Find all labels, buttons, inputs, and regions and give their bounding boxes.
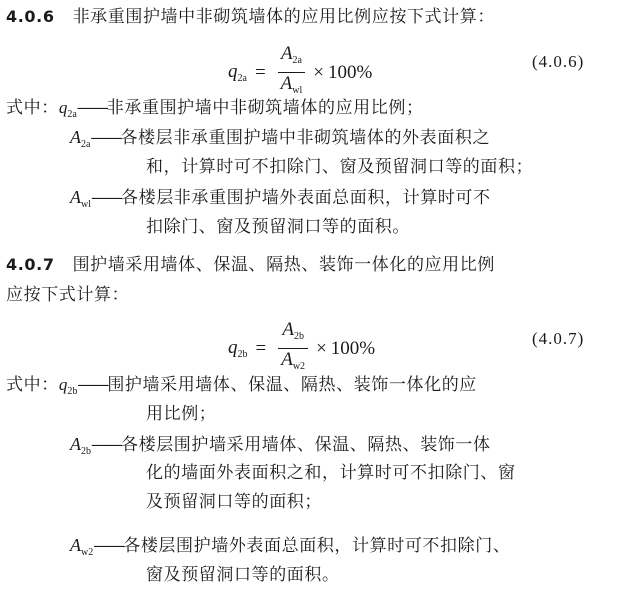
formula-4-0-6 [228, 44, 372, 101]
definition-symbol: $A_{2b}$ [70, 434, 91, 457]
percentage: 100% [330, 337, 376, 359]
definition-q2a: 式中：$q_{2a}——$非承重围护墙中非砌筑墙体的应用比例； [6, 98, 424, 120]
definition-text-continued: 窗及预留洞口等的面积。 [146, 565, 340, 585]
numerator: $A_{2a}$ [280, 43, 302, 66]
denominator: $A_{w2}$ [278, 348, 308, 377]
formula-4-0-7 [228, 320, 375, 377]
definition-text-continued: 扣除门、窗及预留洞口等的面积。 [146, 217, 410, 237]
definition-text: 各楼层围护墙外表面总面积，计算时可不扣除门、 [123, 536, 511, 556]
definition-text: 各楼层非承重围护墙外表面总面积，计算时可不 [121, 188, 491, 208]
definition-q2b: 式中：$q_{2b}——$围护墙采用墙体、保温、隔热、装饰一体化的应 [6, 375, 477, 397]
definition-text-continued: 用比例； [146, 404, 217, 424]
definition-text-continued: 化的墙面外表面积之和，计算时可不扣除门、窗 [146, 463, 516, 483]
formula-lhs: $q_{2b}$ [228, 337, 248, 360]
formula-lhs: $q_{2a}$ [228, 61, 247, 84]
definition-text: 围护墙采用墙体、保温、隔热、装饰一体化的应 [107, 375, 477, 395]
clause-number: 4.0.7 [6, 255, 55, 274]
times-sign: × [316, 337, 327, 359]
clause-4-0-7-heading [6, 253, 495, 277]
equals-sign: = [255, 337, 267, 359]
definition-symbol: $q_{2a}$ [58, 98, 77, 120]
definition-awl: $A_{wl}——$各楼层非承重围护墙外表面总面积，计算时可不 [70, 187, 491, 210]
definition-a2b: $A_{2b}——$各楼层围护墙采用墙体、保温、隔热、装饰一体 [70, 434, 491, 457]
clause-4-0-6-heading [6, 5, 495, 29]
equation-number: (4.0.6) [532, 52, 585, 71]
definition-symbol: $A_{w2}$ [70, 535, 94, 558]
definition-symbol: $q_{2b}$ [58, 375, 78, 397]
equals-sign: = [254, 61, 266, 83]
equation-number: (4.0.7) [532, 329, 585, 348]
clause-title-continued: 应按下式计算： [6, 285, 130, 305]
definition-symbol: $A_{2a}$ [70, 127, 91, 150]
definition-text-continued: 及预留洞口等的面积； [146, 492, 322, 512]
definition-symbol: $A_{wl}$ [70, 187, 91, 210]
definition-text: 各楼层非承重围护墙中非砌筑墙体的外表面积之 [120, 128, 491, 148]
percentage: 100% [328, 61, 373, 83]
clause-title: 非承重围护墙中非砌筑墙体的应用比例应按下式计算： [72, 7, 495, 27]
numerator: $A_{2b}$ [282, 319, 304, 342]
definition-text: 各楼层围护墙采用墙体、保温、隔热、装饰一体 [121, 435, 491, 455]
fraction [278, 320, 308, 377]
definition-text-continued: 和，计算时可不扣除门、窗及预留洞口等的面积； [146, 157, 534, 177]
denominator: $A_{wl}$ [278, 72, 306, 101]
clause-number: 4.0.6 [6, 7, 55, 26]
where-label: 式中： [6, 98, 59, 118]
clause-title: 围护墙采用墙体、保温、隔热、装饰一体化的应用比例 [72, 255, 495, 275]
times-sign: × [313, 61, 324, 83]
where-label: 式中： [6, 375, 59, 395]
definition-a2a: $A_{2a}——$各楼层非承重围护墙中非砌筑墙体的外表面积之 [70, 127, 491, 150]
fraction [278, 44, 306, 101]
definition-text: 非承重围护墙中非砌筑墙体的应用比例； [106, 98, 424, 118]
definition-aw2: $A_{w2}——$各楼层围护墙外表面总面积，计算时可不扣除门、 [70, 535, 511, 558]
